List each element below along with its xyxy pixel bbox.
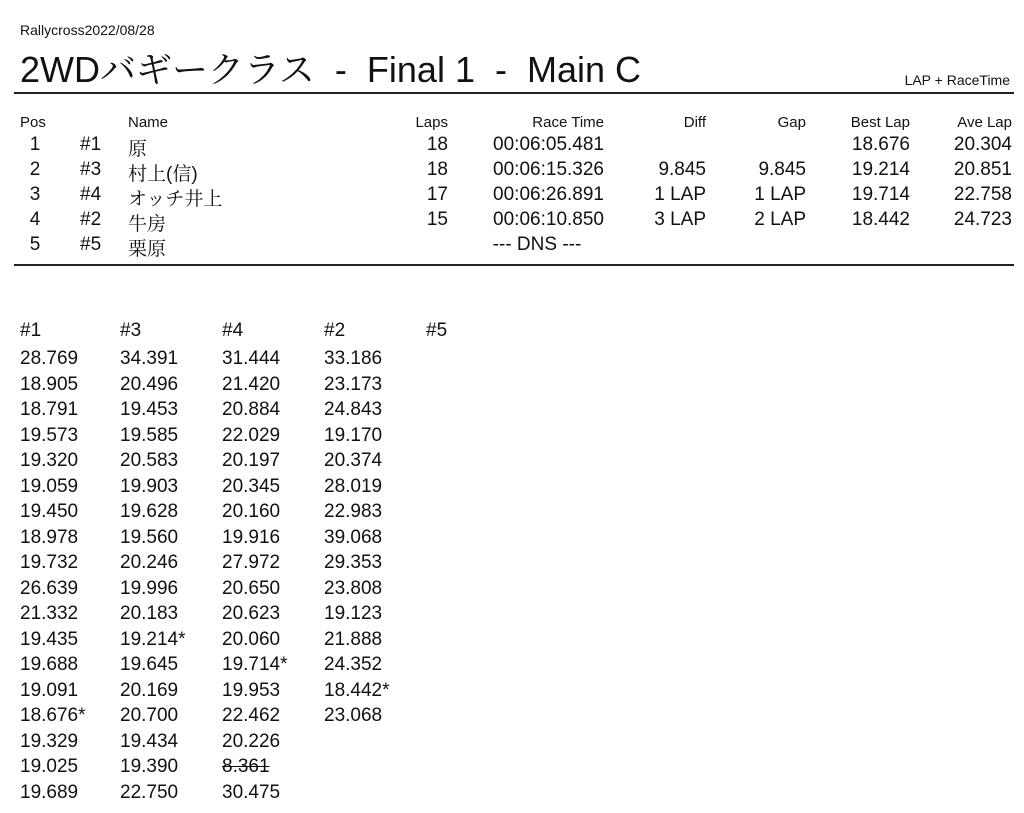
lap-time-value: 18.791 (20, 399, 79, 420)
lap-time-value: 23.808 (324, 577, 383, 599)
lap-time-value: 19.628 (120, 501, 179, 522)
lap-time-value: 29.353 (324, 552, 383, 573)
result-diff: 3 LAP (654, 209, 706, 230)
lap-time (120, 754, 222, 780)
lap-time-value: 22.750 (120, 781, 179, 803)
lap-time (222, 474, 324, 500)
lap-time-value: 19.903 (120, 475, 179, 497)
lap-time-value: 20.197 (222, 450, 281, 471)
col-header-ave-lap: Ave Lap (957, 114, 1012, 131)
result-race-time: 00:06:26.891 (493, 184, 604, 205)
result-driver-name: 村上(信) (128, 164, 198, 185)
lap-time-value: 21.332 (20, 603, 79, 624)
result-car-number: #5 (80, 234, 102, 255)
lap-time-value: 19.329 (20, 730, 79, 752)
lap-time (20, 448, 122, 474)
result-best-lap: 18.442 (851, 209, 910, 230)
lap-time-list (324, 346, 426, 729)
lap-time (20, 754, 122, 780)
lap-time (324, 678, 426, 704)
lap-time (324, 601, 426, 627)
result-pos: 5 (29, 234, 41, 255)
lap-time (120, 550, 222, 576)
lap-time-value: 20.345 (222, 475, 281, 497)
result-row (0, 209, 1024, 235)
lap-time (20, 729, 122, 755)
result-pos: 2 (29, 159, 41, 180)
result-diff: 9.845 (658, 159, 706, 180)
event-subtitle: Rallycross2022/08/28 (20, 22, 155, 38)
col-header-laps: Laps (415, 114, 448, 131)
result-car-number: #4 (80, 184, 102, 205)
col-header-pos: Pos (20, 114, 46, 131)
lap-time (222, 499, 324, 525)
lap-time-value: 24.352 (324, 654, 383, 675)
lap-time (120, 346, 222, 372)
lap-time-value: 19.714 (222, 654, 281, 675)
lap-time-value: 18.442 (324, 679, 383, 701)
lap-time (20, 499, 122, 525)
best-lap-marker: * (280, 654, 288, 675)
lap-time (120, 372, 222, 398)
lap-time-value: 20.183 (120, 603, 179, 624)
col-header-gap: Gap (777, 114, 806, 131)
lap-time (324, 474, 426, 500)
lap-time-value: 19.585 (120, 424, 179, 446)
lap-time (222, 346, 324, 372)
lap-time (20, 397, 122, 423)
lap-time-value: 34.391 (120, 348, 179, 369)
result-pos: 3 (29, 184, 41, 205)
lap-time (222, 729, 324, 755)
lap-time-value: 28.019 (324, 475, 383, 497)
lap-time (120, 499, 222, 525)
lap-time-value: 30.475 (222, 781, 281, 803)
lap-time (324, 627, 426, 653)
result-gap: 9.845 (758, 159, 806, 180)
lap-time-value: 20.650 (222, 577, 281, 599)
report-mode-label: LAP + RaceTime (904, 72, 1010, 88)
lap-time-value: 19.025 (20, 756, 79, 777)
lap-time (120, 601, 222, 627)
result-pos: 4 (29, 209, 41, 230)
lap-time (324, 448, 426, 474)
lap-time (222, 780, 324, 806)
lap-time (222, 525, 324, 551)
lap-time-value: 19.091 (20, 679, 79, 701)
lap-time-value: 26.639 (20, 577, 79, 599)
lap-time-value: 19.689 (20, 781, 79, 803)
result-row (0, 134, 1024, 160)
lap-time-list (120, 346, 222, 805)
lap-time-value: 19.453 (120, 399, 179, 420)
lap-time (222, 372, 324, 398)
lap-time-value: 20.246 (120, 552, 179, 573)
lap-time-value: 20.496 (120, 373, 179, 395)
lap-time (222, 754, 324, 780)
lap-time (120, 576, 222, 602)
top-divider (14, 92, 1014, 94)
lap-time-value: 19.953 (222, 679, 281, 701)
results-header-row (0, 114, 1024, 132)
lap-column (120, 320, 222, 805)
lap-time (20, 474, 122, 500)
result-ave-lap: 20.851 (953, 159, 1012, 180)
lap-time-list (222, 346, 324, 805)
lap-time-value: 19.170 (324, 424, 383, 446)
result-dns-status: --- DNS --- (492, 234, 582, 255)
lap-time-value: 33.186 (324, 348, 383, 369)
lap-time (120, 729, 222, 755)
lap-time-value: 39.068 (324, 526, 383, 548)
lap-time-value: 18.978 (20, 526, 79, 548)
lap-time (120, 703, 222, 729)
lap-time (222, 448, 324, 474)
lap-time (20, 703, 122, 729)
lap-time-value: 23.068 (324, 705, 383, 726)
lap-time-value: 20.583 (120, 450, 179, 471)
lap-time (222, 423, 324, 449)
lap-time-value: 20.374 (324, 450, 383, 471)
lap-time-value: 22.983 (324, 501, 383, 522)
lap-time (120, 474, 222, 500)
lap-column (426, 320, 528, 346)
lap-time (20, 627, 122, 653)
lap-time (120, 780, 222, 806)
result-best-lap: 18.676 (851, 134, 910, 155)
lap-time-value: 20.160 (222, 501, 281, 522)
lap-time (324, 576, 426, 602)
result-row (0, 184, 1024, 210)
lap-column (20, 320, 122, 805)
lap-time (324, 423, 426, 449)
lap-time (120, 627, 222, 653)
lap-column-car-number: #2 (324, 320, 346, 341)
lap-time (20, 780, 122, 806)
result-car-number: #1 (80, 134, 102, 155)
best-lap-marker: * (178, 628, 186, 650)
lap-time-value: 27.972 (222, 552, 281, 573)
result-gap: 2 LAP (754, 209, 806, 230)
lap-time (120, 678, 222, 704)
lap-time-value: 20.700 (120, 705, 179, 726)
lap-time (120, 423, 222, 449)
lap-time-value: 19.732 (20, 552, 79, 573)
lap-time-value: 20.884 (222, 399, 281, 420)
lap-time-value: 19.996 (120, 577, 179, 599)
result-driver-name: 原 (128, 139, 148, 160)
lap-time (324, 372, 426, 398)
lap-column (222, 320, 324, 805)
lap-time-value: 23.173 (324, 373, 383, 395)
result-driver-name: 栗原 (128, 239, 167, 260)
lap-time-value: 19.434 (120, 730, 179, 752)
lap-time-value: 31.444 (222, 348, 281, 369)
result-race-time: 00:06:05.481 (493, 134, 604, 155)
result-gap: 1 LAP (754, 184, 806, 205)
lap-column-car-number: #3 (120, 320, 142, 341)
lap-time-value: 20.169 (120, 679, 179, 701)
result-laps: 15 (426, 209, 448, 230)
lap-time (20, 423, 122, 449)
lap-time-value: 19.688 (20, 654, 79, 675)
result-driver-name: オッチ井上 (128, 189, 223, 210)
result-race-time: 00:06:15.326 (493, 159, 604, 180)
lap-time-value: 19.059 (20, 475, 79, 497)
lap-time-value: 20.623 (222, 603, 281, 624)
lap-time (20, 346, 122, 372)
lap-time-value: 22.462 (222, 705, 281, 726)
lap-column (324, 320, 426, 729)
lap-time-value: 19.435 (20, 628, 79, 650)
lap-time (324, 499, 426, 525)
lap-time (120, 448, 222, 474)
lap-time (20, 525, 122, 551)
result-laps: 18 (426, 134, 448, 155)
lap-time-value: 18.905 (20, 373, 79, 395)
lap-time (324, 525, 426, 551)
lap-time-value: 24.843 (324, 399, 383, 420)
lap-time (324, 652, 426, 678)
result-driver-name: 牛房 (128, 214, 167, 235)
bottom-divider (14, 264, 1014, 266)
lap-time (120, 525, 222, 551)
lap-time (222, 678, 324, 704)
lap-time (20, 601, 122, 627)
col-header-diff: Diff (683, 114, 706, 131)
lap-time (222, 601, 324, 627)
result-laps: 18 (426, 159, 448, 180)
lap-time (120, 652, 222, 678)
lap-time-value: 19.645 (120, 654, 179, 675)
lap-time-value: 21.420 (222, 373, 281, 395)
result-diff: 1 LAP (654, 184, 706, 205)
col-header-race-time: Race Time (532, 114, 604, 131)
lap-time (20, 652, 122, 678)
lap-time (324, 550, 426, 576)
lap-time (324, 346, 426, 372)
best-lap-marker: * (78, 705, 86, 726)
result-best-lap: 19.214 (851, 159, 910, 180)
best-lap-marker: * (382, 679, 390, 701)
lap-time-value: 19.450 (20, 501, 79, 522)
lap-time (222, 397, 324, 423)
lap-column-car-number: #4 (222, 320, 244, 341)
lap-time (20, 372, 122, 398)
lap-time (20, 576, 122, 602)
lap-time-value: 19.916 (222, 526, 281, 548)
lap-time-value: 20.060 (222, 628, 281, 650)
result-laps: 17 (426, 184, 448, 205)
lap-time-value: 28.769 (20, 348, 79, 369)
lap-time-value: 20.226 (222, 730, 281, 752)
lap-time (120, 397, 222, 423)
result-ave-lap: 22.758 (953, 184, 1012, 205)
result-ave-lap: 20.304 (953, 134, 1012, 155)
lap-time-value: 21.888 (324, 628, 383, 650)
lap-time (222, 652, 324, 678)
result-best-lap: 19.714 (851, 184, 910, 205)
page-title: 2WDバギークラス - Final 1 - Main C (20, 49, 641, 90)
lap-time-value: 19.560 (120, 526, 179, 548)
result-row (0, 234, 1024, 260)
lap-time-list (20, 346, 122, 805)
lap-time-value: 19.573 (20, 424, 79, 446)
result-car-number: #2 (80, 209, 102, 230)
lap-time-value: 19.320 (20, 450, 79, 471)
result-pos: 1 (29, 134, 41, 155)
col-header-best-lap: Best Lap (850, 114, 910, 131)
col-header-name: Name (128, 114, 169, 131)
lap-time-value: 8.361 (222, 756, 270, 777)
lap-time-value: 19.390 (120, 756, 179, 777)
lap-time (222, 627, 324, 653)
lap-time-value: 19.214 (120, 628, 179, 650)
result-row (0, 159, 1024, 185)
lap-time (20, 550, 122, 576)
lap-column-car-number: #1 (20, 320, 42, 341)
lap-time (222, 550, 324, 576)
lap-time-value: 22.029 (222, 424, 281, 446)
lap-time-value: 19.123 (324, 603, 383, 624)
result-race-time: 00:06:10.850 (493, 209, 604, 230)
lap-time (20, 678, 122, 704)
result-ave-lap: 24.723 (953, 209, 1012, 230)
result-car-number: #3 (80, 159, 102, 180)
lap-time-value: 18.676 (20, 705, 79, 726)
lap-time (324, 703, 426, 729)
lap-time (222, 703, 324, 729)
lap-time (222, 576, 324, 602)
lap-column-car-number: #5 (426, 320, 448, 341)
lap-time (324, 397, 426, 423)
